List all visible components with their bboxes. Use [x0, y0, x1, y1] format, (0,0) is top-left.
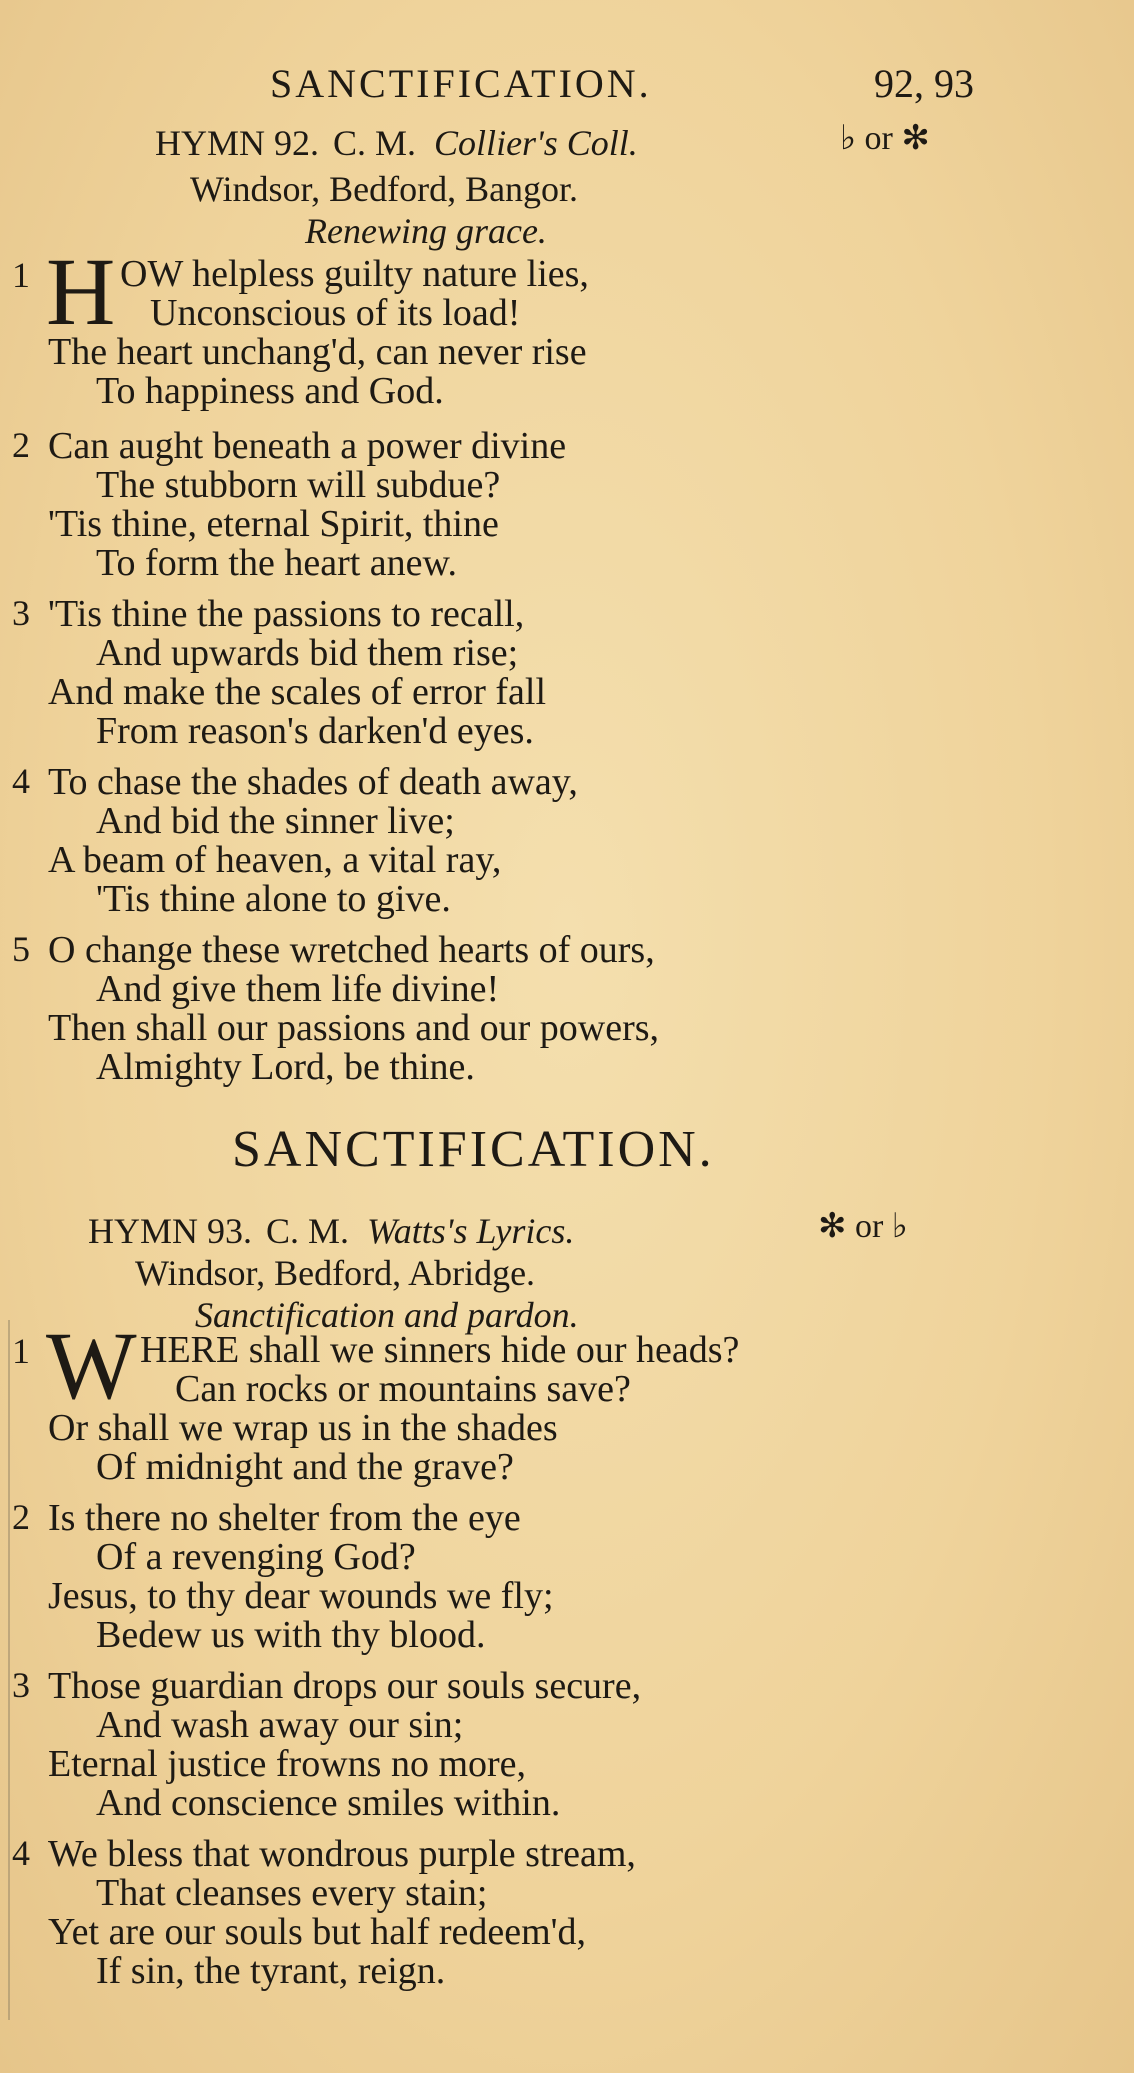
verse-line: The stubborn will subdue? — [96, 464, 501, 506]
drop-cap: H — [46, 238, 116, 345]
verse-line: Can rocks or mountains save? — [175, 1368, 631, 1410]
hymn-93-tunes: Windsor, Bedford, Abridge. — [135, 1253, 536, 1293]
hymn-93-source: Watts's Lyrics. — [367, 1211, 575, 1251]
verse-line: Jesus, to thy dear wounds we fly; — [48, 1575, 554, 1617]
hymn-93-meter: C. M. — [266, 1211, 350, 1251]
verse-line: Eternal justice frowns no more, — [48, 1743, 527, 1785]
page-numbers: 92, 93 — [874, 61, 974, 106]
verse-line: That cleanses every stain; — [96, 1872, 488, 1914]
verse-number: 2 — [12, 1497, 30, 1537]
verse-line: 'Tis thine the passions to recall, — [48, 593, 525, 635]
hymn-93-key-note: ✻ or ♭ — [818, 1208, 908, 1245]
verse-line: Yet are our souls but half redeem'd, — [48, 1911, 587, 1953]
verse-line: The heart unchang'd, can never rise — [48, 331, 587, 373]
verse-number: 1 — [12, 1331, 30, 1371]
verse-line: OW helpless guilty nature lies, — [120, 253, 589, 295]
verse-line: And conscience smiles within. — [96, 1782, 561, 1824]
verse-line: And upwards bid them rise; — [96, 632, 519, 674]
verse-number: 5 — [12, 929, 30, 969]
verse-line: Those guardian drops our souls secure, — [48, 1665, 642, 1707]
verse-line: Can aught beneath a power divine — [48, 425, 567, 467]
verse-line: From reason's darken'd eyes. — [96, 710, 534, 752]
verse-line: We bless that wondrous purple stream, — [48, 1833, 636, 1875]
section-title: SANCTIFICATION. — [232, 1121, 715, 1178]
verse-line: O change these wretched hearts of ours, — [48, 929, 655, 971]
hymn-92-heading — [155, 122, 638, 164]
verse-line: Of a revenging God? — [96, 1536, 416, 1578]
verse-line: Of midnight and the grave? — [96, 1446, 514, 1488]
hymn-92-number: HYMN 92. — [155, 123, 320, 163]
verse-number: 1 — [12, 255, 30, 295]
verse-number: 4 — [12, 1833, 30, 1873]
verse-number: 2 — [12, 425, 30, 465]
hymn-92-tunes: Windsor, Bedford, Bangor. — [190, 169, 579, 209]
verse-line: Or shall we wrap us in the shades — [48, 1407, 558, 1449]
verse-line: If sin, the tyrant, reign. — [96, 1950, 446, 1992]
drop-cap: W — [46, 1312, 137, 1419]
verse-number: 3 — [12, 1665, 30, 1705]
verse-line: To happiness and God. — [96, 370, 444, 412]
running-head — [0, 60, 1134, 110]
verse-line: Bedew us with thy blood. — [96, 1614, 486, 1656]
hymn-93-heading — [88, 1210, 574, 1252]
hymn-92-source: Collier's Coll. — [434, 123, 638, 163]
hymn-93-subject: Sanctification and pardon. — [195, 1295, 579, 1335]
verse-line: HERE shall we sinners hide our heads? — [140, 1329, 740, 1371]
hymn-92-subject: Renewing grace. — [305, 211, 547, 251]
verse-line: And bid the sinner live; — [96, 800, 455, 842]
verse-number: 3 — [12, 593, 30, 633]
verse-line: 'Tis thine alone to give. — [96, 878, 451, 920]
margin-rule — [8, 1320, 10, 2020]
verse-line: Is there no shelter from the eye — [48, 1497, 521, 1539]
verse-line: And make the scales of error fall — [48, 671, 547, 713]
verse-line: And wash away our sin; — [96, 1704, 464, 1746]
verse-line: Unconscious of its load! — [150, 292, 521, 334]
hymn-92-key-note: ♭ or ✻ — [840, 120, 930, 157]
verse-line: 'Tis thine, eternal Spirit, thine — [48, 503, 499, 545]
hymn-92-meter: C. M. — [333, 123, 417, 163]
verse-line: To form the heart anew. — [96, 542, 457, 584]
verse-line: To chase the shades of death away, — [48, 761, 578, 803]
running-head-title: SANCTIFICATION. — [270, 61, 652, 106]
verse-number: 4 — [12, 761, 30, 801]
hymn-93-number: HYMN 93. — [88, 1211, 253, 1251]
verse-line: And give them life divine! — [96, 968, 500, 1010]
verse-line: Almighty Lord, be thine. — [96, 1046, 475, 1088]
verse-line: Then shall our passions and our powers, — [48, 1007, 660, 1049]
verse-line: A beam of heaven, a vital ray, — [48, 839, 502, 881]
